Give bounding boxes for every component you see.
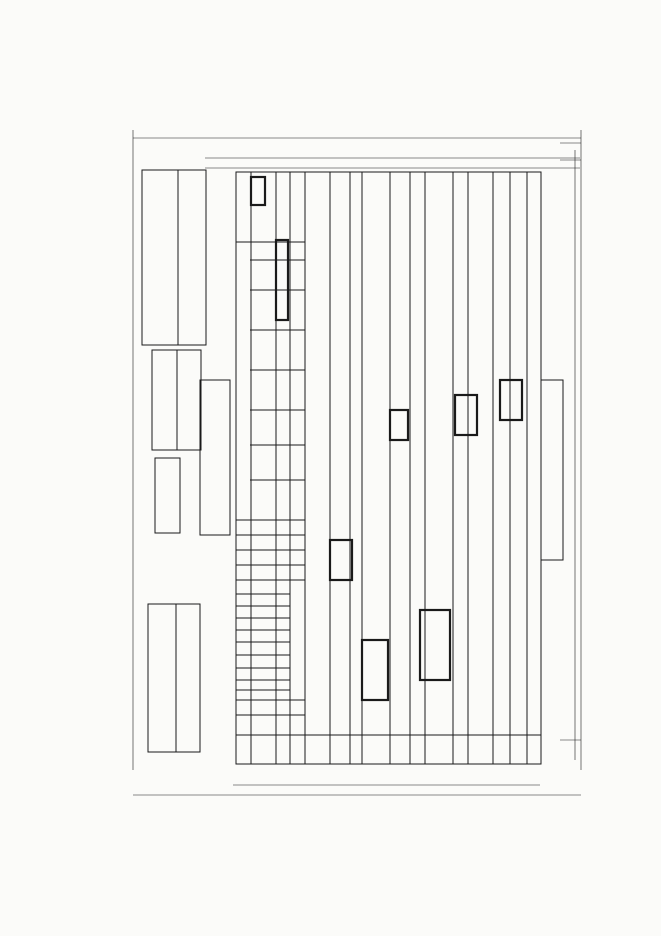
stamp-po-gost-2 bbox=[152, 350, 201, 450]
stamp-po-gost-3 bbox=[155, 380, 230, 535]
dim-425-markers bbox=[205, 158, 580, 168]
main-grid bbox=[236, 172, 541, 764]
stamp-po-gost-1 bbox=[148, 604, 200, 752]
stamp-bottom bbox=[541, 380, 563, 560]
stamp-top-right bbox=[142, 170, 206, 345]
